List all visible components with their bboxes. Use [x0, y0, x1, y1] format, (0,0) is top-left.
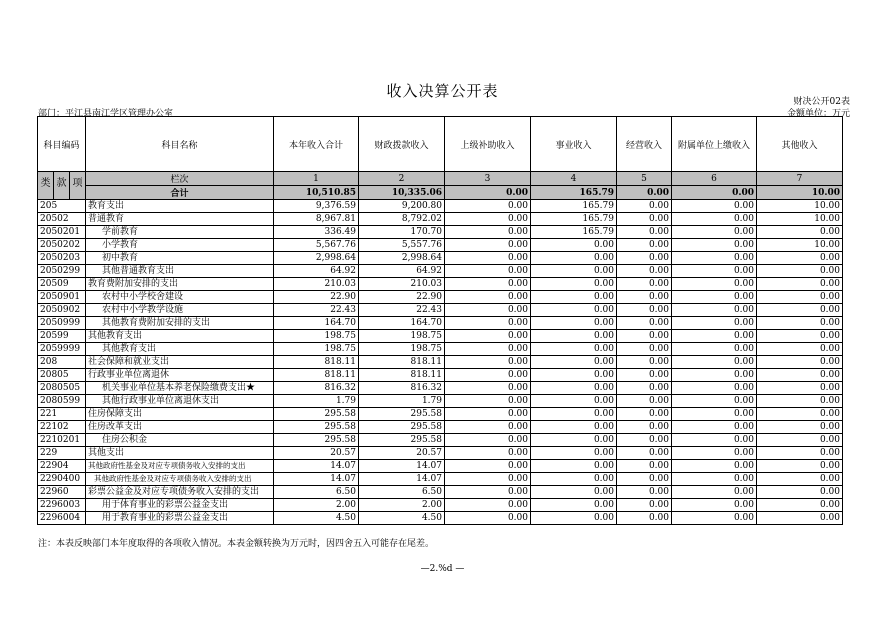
row-value: 170.70 [359, 226, 445, 239]
row-name: 其他支出 [86, 447, 274, 460]
level-kuan: 款 [54, 172, 70, 199]
row-value: 0.00 [531, 369, 617, 382]
row-value: 6.50 [359, 486, 445, 499]
row-value: 0.00 [531, 317, 617, 330]
row-value: 0.00 [445, 486, 531, 499]
row-value: 0.00 [617, 356, 672, 369]
row-value: 0.00 [617, 499, 672, 512]
row-code: 2059999 [38, 343, 86, 356]
row-value: 0.00 [531, 291, 617, 304]
row-value: 165.79 [531, 200, 617, 213]
row-value: 164.70 [359, 317, 445, 330]
row-value: 0.00 [445, 356, 531, 369]
row-value: 0.00 [531, 343, 617, 356]
row-value: 0.00 [617, 265, 672, 278]
row-value: 0.00 [445, 460, 531, 473]
row-value: 0.00 [672, 434, 757, 447]
row-value: 0.00 [757, 421, 843, 434]
row-value: 0.00 [531, 395, 617, 408]
row-value: 1.79 [274, 395, 359, 408]
row-value: 0.00 [617, 252, 672, 265]
row-value: 10.00 [757, 213, 843, 226]
table-row [38, 460, 843, 473]
row-value: 0.00 [531, 252, 617, 265]
row-value: 0.00 [531, 304, 617, 317]
row-value: 0.00 [617, 304, 672, 317]
row-value: 0.00 [757, 408, 843, 421]
row-value: 0.00 [531, 499, 617, 512]
table-row [38, 421, 843, 434]
row-value: 0.00 [531, 473, 617, 486]
header-fiscal: 财政拨款收入 [359, 117, 445, 172]
row-value: 20.57 [274, 447, 359, 460]
row-value: 0.00 [672, 252, 757, 265]
row-value: 0.00 [617, 317, 672, 330]
row-value: 8,967.81 [274, 213, 359, 226]
level-xiang: 项 [72, 178, 83, 189]
row-value: 0.00 [672, 200, 757, 213]
department-label: 部门：平江县南江学区管理办公室 [38, 109, 174, 119]
table-row [38, 330, 843, 343]
row-value: 295.58 [274, 434, 359, 447]
row-code: 2080599 [38, 395, 86, 408]
row-value: 0.00 [757, 447, 843, 460]
table-row [38, 486, 843, 499]
row-code: 22960 [38, 486, 86, 499]
row-code: 2050201 [38, 226, 86, 239]
row-value: 0.00 [617, 291, 672, 304]
row-value: 0.00 [672, 486, 757, 499]
row-code: 208 [38, 356, 86, 369]
row-name: 其他行政事业单位离退休支出 [86, 395, 274, 408]
table-row [38, 265, 843, 278]
table-row [38, 252, 843, 265]
row-value: 0.00 [757, 460, 843, 473]
table-row [38, 239, 843, 252]
row-value: 295.58 [359, 434, 445, 447]
row-value: 0.00 [672, 473, 757, 486]
table-row [38, 343, 843, 356]
row-value: 0.00 [445, 395, 531, 408]
row-value: 0.00 [757, 395, 843, 408]
row-value: 0.00 [672, 278, 757, 291]
total-row [38, 186, 843, 200]
row-code: 2050902 [38, 304, 86, 317]
row-value: 165.79 [531, 226, 617, 239]
table-row [38, 512, 843, 525]
row-value: 0.00 [445, 447, 531, 460]
column-index-7: 7 [757, 172, 843, 186]
row-value: 0.00 [757, 343, 843, 356]
row-value: 10.00 [757, 200, 843, 213]
row-value: 0.00 [445, 343, 531, 356]
column-index-row [38, 172, 843, 186]
total-value: 10,335.06 [359, 186, 445, 200]
total-value: 0.00 [617, 186, 672, 200]
row-value: 0.00 [757, 356, 843, 369]
row-value: 0.00 [445, 369, 531, 382]
row-name: 初中教育 [86, 252, 274, 265]
row-value: 0.00 [617, 447, 672, 460]
column-index-label: 栏次 [86, 172, 274, 186]
row-value: 20.57 [359, 447, 445, 460]
row-value: 0.00 [531, 356, 617, 369]
row-value: 22.90 [274, 291, 359, 304]
row-value: 0.00 [531, 382, 617, 395]
table-row [38, 499, 843, 512]
header-name: 科目名称 [86, 117, 274, 172]
row-value: 0.00 [672, 356, 757, 369]
table-row [38, 408, 843, 421]
row-name: 用于教育事业的彩票公益金支出 [86, 512, 274, 525]
column-index-3: 3 [445, 172, 531, 186]
row-value: 165.79 [531, 213, 617, 226]
row-name: 学前教育 [86, 226, 274, 239]
row-code: 20502 [38, 213, 86, 226]
row-name: 教育支出 [86, 200, 274, 213]
row-value: 0.00 [672, 304, 757, 317]
header-operating: 经营收入 [617, 117, 672, 172]
row-value: 210.03 [359, 278, 445, 291]
row-value: 9,200.80 [359, 200, 445, 213]
row-value: 0.00 [757, 473, 843, 486]
row-code: 2050901 [38, 291, 86, 304]
row-value: 0.00 [445, 421, 531, 434]
table-row [38, 304, 843, 317]
row-value: 0.00 [672, 265, 757, 278]
row-value: 0.00 [445, 213, 531, 226]
row-value: 0.00 [617, 434, 672, 447]
unit-label: 金额单位：万元 [786, 109, 850, 119]
row-value: 0.00 [531, 265, 617, 278]
row-value: 0.00 [757, 226, 843, 239]
row-value: 0.00 [757, 382, 843, 395]
row-value: 0.00 [531, 330, 617, 343]
row-value: 14.07 [359, 460, 445, 473]
row-value: 0.00 [445, 278, 531, 291]
row-value: 2,998.64 [359, 252, 445, 265]
row-name: 住房保障支出 [86, 408, 274, 421]
row-value: 0.00 [445, 408, 531, 421]
row-value: 816.32 [274, 382, 359, 395]
total-value: 0.00 [672, 186, 757, 200]
row-value: 0.00 [445, 330, 531, 343]
level-lei: 类 [38, 172, 54, 199]
row-name: 住房公积金 [86, 434, 274, 447]
row-value: 14.07 [359, 473, 445, 486]
row-value: 0.00 [757, 317, 843, 330]
row-value: 0.00 [672, 447, 757, 460]
row-code: 22102 [38, 421, 86, 434]
row-name: 住房改革支出 [86, 421, 274, 434]
row-value: 0.00 [617, 421, 672, 434]
header-code: 科目编码 [38, 117, 86, 172]
row-name: 其他教育费附加安排的支出 [86, 317, 274, 330]
row-value: 0.00 [445, 512, 531, 525]
row-value: 295.58 [359, 421, 445, 434]
row-value: 198.75 [274, 330, 359, 343]
row-value: 22.43 [274, 304, 359, 317]
row-code: 2050203 [38, 252, 86, 265]
row-value: 818.11 [359, 356, 445, 369]
row-value: 0.00 [445, 291, 531, 304]
row-value: 64.92 [274, 265, 359, 278]
row-value: 0.00 [672, 213, 757, 226]
row-code: 2296004 [38, 512, 86, 525]
row-value: 0.00 [445, 252, 531, 265]
row-name: 教育费附加安排的支出 [86, 278, 274, 291]
row-value: 0.00 [672, 330, 757, 343]
row-value: 0.00 [617, 330, 672, 343]
row-name: 普通教育 [86, 213, 274, 226]
row-value: 0.00 [617, 486, 672, 499]
header-affiliated: 附属单位上缴收入 [672, 117, 757, 172]
row-name: 彩票公益金及对应专项债务收入安排的支出 [86, 486, 274, 499]
row-code: 20599 [38, 330, 86, 343]
row-name: 行政事业单位离退休 [86, 369, 274, 382]
row-value: 0.00 [531, 421, 617, 434]
row-name: 其他政府性基金及对应专项债务收入安排的支出 [86, 460, 274, 473]
row-value: 0.00 [672, 408, 757, 421]
row-code: 221 [38, 408, 86, 421]
header-other: 其他收入 [757, 117, 843, 172]
row-value: 0.00 [757, 369, 843, 382]
row-value: 0.00 [445, 304, 531, 317]
total-value: 10,510.85 [274, 186, 359, 200]
row-value: 0.00 [617, 343, 672, 356]
row-value: 0.00 [757, 512, 843, 525]
row-value: 0.00 [672, 395, 757, 408]
row-code: 2296003 [38, 499, 86, 512]
row-value: 14.07 [274, 460, 359, 473]
row-name: 其他政府性基金及对应专项债务收入安排的支出 [86, 473, 274, 486]
row-value: 0.00 [617, 200, 672, 213]
level-cell [38, 172, 86, 200]
row-value: 0.00 [617, 460, 672, 473]
row-value: 0.00 [672, 382, 757, 395]
row-value: 0.00 [757, 330, 843, 343]
row-value: 0.00 [445, 382, 531, 395]
row-value: 4.50 [274, 512, 359, 525]
row-value: 0.00 [617, 239, 672, 252]
column-index-2: 2 [359, 172, 445, 186]
row-value: 0.00 [672, 291, 757, 304]
page-footer: —2.%d — [420, 564, 465, 574]
row-code: 229 [38, 447, 86, 460]
row-code: 2290400 [38, 473, 86, 486]
row-name: 农村中小学校舍建设 [86, 291, 274, 304]
row-name: 其他教育支出 [86, 343, 274, 356]
row-value: 2,998.64 [274, 252, 359, 265]
table-row [38, 447, 843, 460]
row-code: 2210201 [38, 434, 86, 447]
row-value: 0.00 [531, 460, 617, 473]
table-row [38, 473, 843, 486]
row-value: 198.75 [359, 330, 445, 343]
row-value: 0.00 [531, 278, 617, 291]
row-code: 20509 [38, 278, 86, 291]
total-value: 0.00 [445, 186, 531, 200]
row-value: 818.11 [359, 369, 445, 382]
row-name: 用于体育事业的彩票公益金支出 [86, 499, 274, 512]
row-name: 其他普通教育支出 [86, 265, 274, 278]
row-value: 0.00 [531, 447, 617, 460]
total-value: 165.79 [531, 186, 617, 200]
row-value: 210.03 [274, 278, 359, 291]
row-value: 0.00 [757, 434, 843, 447]
row-value: 0.00 [617, 408, 672, 421]
row-value: 0.00 [445, 434, 531, 447]
row-value: 0.00 [445, 226, 531, 239]
form-code: 财决公开02表 [793, 97, 850, 107]
column-index-6: 6 [672, 172, 757, 186]
header-business: 事业收入 [531, 117, 617, 172]
row-value: 0.00 [531, 512, 617, 525]
row-value: 22.43 [359, 304, 445, 317]
table-row [38, 382, 843, 395]
row-code: 2050202 [38, 239, 86, 252]
row-value: 0.00 [617, 473, 672, 486]
row-value: 0.00 [617, 395, 672, 408]
row-value: 6.50 [274, 486, 359, 499]
row-value: 0.00 [672, 421, 757, 434]
row-value: 0.00 [672, 512, 757, 525]
row-name: 机关事业单位基本养老保险缴费支出★ [86, 382, 274, 395]
row-value: 1.79 [359, 395, 445, 408]
row-value: 0.00 [672, 343, 757, 356]
report-title: 收入决算公开表 [386, 82, 499, 100]
row-code: 2050999 [38, 317, 86, 330]
footnote: 注：本表反映部门本年度取得的各项收入情况。本表金额转换为万元时，因四舍五入可能存在尾差。 [38, 539, 435, 549]
total-label: 合计 [86, 186, 274, 200]
row-value: 10.00 [757, 239, 843, 252]
row-value: 0.00 [445, 473, 531, 486]
row-value: 0.00 [617, 213, 672, 226]
row-value: 0.00 [617, 369, 672, 382]
row-value: 8,792.02 [359, 213, 445, 226]
row-value: 0.00 [617, 226, 672, 239]
row-value: 816.32 [359, 382, 445, 395]
row-value: 0.00 [445, 200, 531, 213]
row-value: 0.00 [531, 239, 617, 252]
table-row [38, 226, 843, 239]
row-value: 0.00 [757, 291, 843, 304]
row-value: 295.58 [359, 408, 445, 421]
row-value: 0.00 [757, 499, 843, 512]
row-value: 22.90 [359, 291, 445, 304]
row-value: 0.00 [445, 317, 531, 330]
row-value: 295.58 [274, 421, 359, 434]
table-row [38, 200, 843, 213]
row-code: 2050299 [38, 265, 86, 278]
row-value: 9,376.59 [274, 200, 359, 213]
row-value: 0.00 [531, 408, 617, 421]
row-value: 818.11 [274, 356, 359, 369]
header-row [38, 117, 843, 172]
row-value: 4.50 [359, 512, 445, 525]
row-value: 0.00 [672, 499, 757, 512]
row-name: 小学教育 [86, 239, 274, 252]
column-index-5: 5 [617, 172, 672, 186]
row-value: 0.00 [531, 486, 617, 499]
row-value: 818.11 [274, 369, 359, 382]
row-value: 0.00 [445, 265, 531, 278]
header-total: 本年收入合计 [274, 117, 359, 172]
row-value: 0.00 [445, 239, 531, 252]
row-name: 社会保障和就业支出 [86, 356, 274, 369]
row-value: 0.00 [757, 265, 843, 278]
row-value: 2.00 [359, 499, 445, 512]
row-name: 农村中小学教学设施 [86, 304, 274, 317]
row-code: 22904 [38, 460, 86, 473]
row-value: 0.00 [672, 460, 757, 473]
total-value: 10.00 [757, 186, 843, 200]
row-value: 0.00 [757, 278, 843, 291]
table-row [38, 317, 843, 330]
table-row [38, 291, 843, 304]
row-value: 198.75 [359, 343, 445, 356]
table-row [38, 434, 843, 447]
row-value: 295.58 [274, 408, 359, 421]
row-value: 5,557.76 [359, 239, 445, 252]
row-value: 0.00 [531, 434, 617, 447]
row-value: 0.00 [757, 252, 843, 265]
row-value: 0.00 [672, 239, 757, 252]
table-row [38, 213, 843, 226]
table-row [38, 356, 843, 369]
row-value: 0.00 [445, 499, 531, 512]
row-value: 0.00 [757, 304, 843, 317]
table-body [38, 200, 843, 525]
row-value: 64.92 [359, 265, 445, 278]
income-table [37, 116, 843, 525]
row-code: 2080505 [38, 382, 86, 395]
row-value: 164.70 [274, 317, 359, 330]
column-index-4: 4 [531, 172, 617, 186]
row-value: 0.00 [757, 486, 843, 499]
row-name: 其他教育支出 [86, 330, 274, 343]
table-row [38, 278, 843, 291]
table-row [38, 369, 843, 382]
row-value: 0.00 [672, 226, 757, 239]
row-value: 14.07 [274, 473, 359, 486]
table-row [38, 395, 843, 408]
row-value: 0.00 [617, 278, 672, 291]
row-code: 20805 [38, 369, 86, 382]
row-value: 0.00 [672, 369, 757, 382]
row-value: 0.00 [672, 317, 757, 330]
column-index-1: 1 [274, 172, 359, 186]
row-value: 0.00 [617, 512, 672, 525]
row-value: 2.00 [274, 499, 359, 512]
row-value: 5,567.76 [274, 239, 359, 252]
row-value: 0.00 [617, 382, 672, 395]
row-code: 205 [38, 200, 86, 213]
row-value: 336.49 [274, 226, 359, 239]
row-value: 198.75 [274, 343, 359, 356]
header-superior: 上级补助收入 [445, 117, 531, 172]
